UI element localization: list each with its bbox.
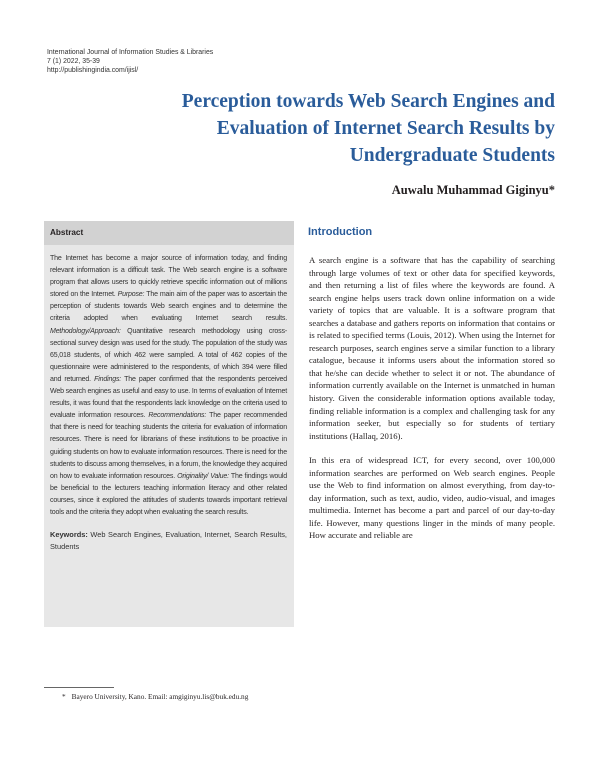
abstract-label-originality: Originality/ Value: [177, 472, 229, 480]
footnote-text: Bayero University, Kano. Email: amgiginyu.lis@buk.edu.ng [71, 692, 249, 701]
abstract-body [44, 245, 294, 519]
introduction-body [309, 254, 555, 554]
journal-name: International Journal of Information Studies & Libraries [47, 49, 214, 56]
journal-volume: 7 (1) 2022, 35-39 [47, 58, 100, 65]
title-line-1: Perception towards Web Search Engines and [181, 91, 555, 112]
footnote [62, 692, 248, 701]
abstract-label-recommendations: Recommendations: [148, 412, 207, 420]
abstract-text: The paper recommended that there is need for teaching students the criteria for evaluation of information resources. There is need for librarians of these institutions to be proactive in guiding students on how to evaluate information resources. There is need for the students to discuss among themselves, in a forum, the knowledge they acquired on how to evaluate information resources. [50, 412, 288, 480]
title-line-3: Undergraduate Students [349, 145, 555, 166]
footnote-mark: * [62, 692, 66, 701]
abstract-text: The findings would be beneficial to the lecturers teaching information literacy and other related courses, since it explored the attitudes of students towards important retrieval tools and the criteria they adopt when evaluating the search results. [50, 472, 288, 516]
keywords-text: Web Search Engines, Evaluation, Internet, Search Results, Students [50, 530, 287, 552]
paper-title [85, 88, 555, 169]
author-name: Auwalu Muhammad Giginyu* [391, 183, 555, 197]
keywords-label: Keywords: [50, 530, 88, 540]
keywords [44, 519, 294, 553]
abstract-text: Quantitative research methodology using cross-sectional survey design was used for the study. The population of the study was 65,018 students, of which 462 were sampled. A total of 462 copies of the questionnaire were administered to the respondents, of which 394 were filled and returned. [50, 327, 287, 383]
journal-url[interactable]: http://publishingindia.com/ijisl/ [47, 67, 139, 74]
abstract-label-purpose: Purpose: [117, 291, 145, 299]
abstract-heading: Abstract [44, 221, 294, 245]
abstract-text: The main aim of the paper was to ascertain the perception of students towards Web search engines and to determine the criteria adopted when evaluating Internet search results. [50, 291, 287, 323]
introduction-heading: Introduction [308, 226, 373, 238]
abstract-text: The paper confirmed that the respondents perceived Web search engines as useful and easy to use. In terms of evaluation of Internet results, it was found that the respondents lack knowledge on the criteria used to evaluate information resources. [50, 375, 288, 420]
introduction-paragraph: In this era of widespread ICT, for every second, over 100,000 information searches are performed on Web search engines. People use the Web to find information on almost everything, from day-to-day information, such as text, audio, video, audio-visual, and images multimedia. Internet has become a part and parcel of our day-to-day life. However, many questions linger in the minds of many people. How accurate and reliable are [309, 455, 555, 541]
abstract-text: The Internet has become a major source of information today, and finding relevant information is a difficult task. The Web search engine is a software program that allows users to quickly retrieve specific information out of millions stored on the Internet. [50, 255, 287, 299]
footnote-divider [44, 687, 114, 688]
journal-header [47, 48, 347, 75]
title-line-2: Evaluation of Internet Search Results by [216, 118, 555, 139]
abstract-label-findings: Findings: [94, 375, 122, 383]
abstract-box [44, 221, 294, 627]
abstract-label-methodology: Methodology/Approach: [50, 327, 121, 335]
introduction-paragraph: A search engine is a software that has the capability of searching through large volumes of text or other data for specified keywords, and then returning a list of files where the keywords are found. A search engine helps users track down online information on a wide variety of topics that are valuable. It is a software program that searches a database and gathers reports on information that contains or is related to specified terms (Louis, 2012). When using the Internet for research purposes, search engines serve a similar function to a library catalogue, because it informs users about the information stored so that he/she can decide whether to select it or not. The abundance of information currently available on the Internet is unmatched in human history. Given the considerable information options available today, finding reliable information is a complex and challenging task for any information seeker, but especially so for students of tertiary institutions (Hallaq, 2016). [309, 255, 555, 441]
